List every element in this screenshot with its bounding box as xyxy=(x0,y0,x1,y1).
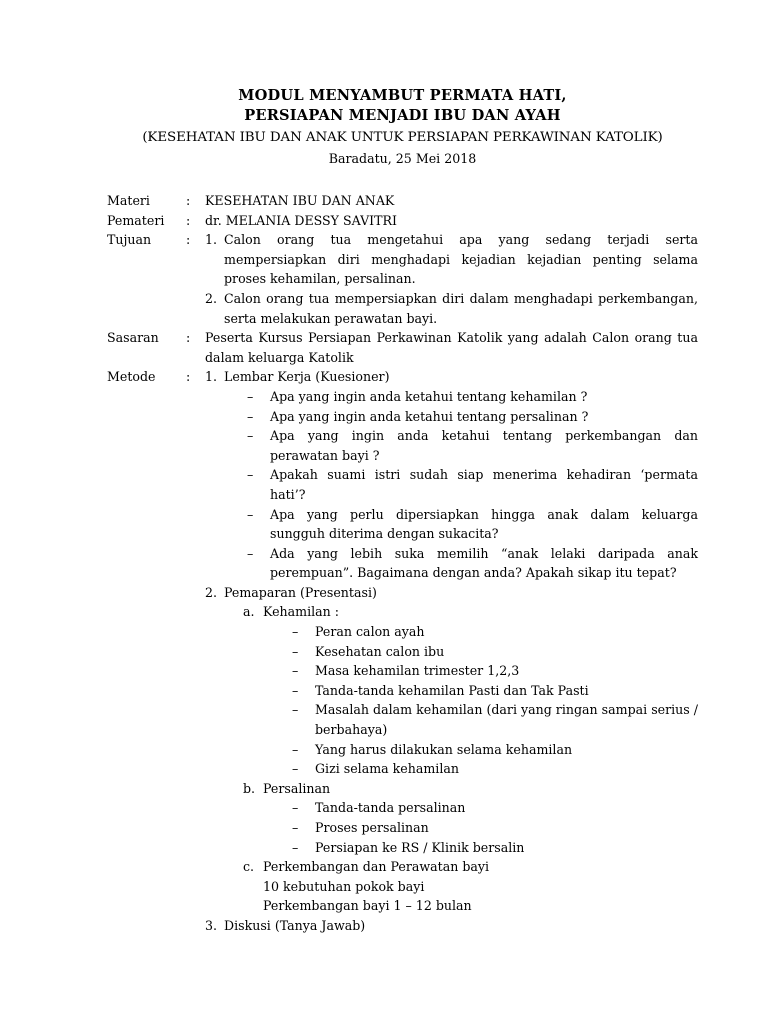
metode-item-marker: 2. xyxy=(205,584,218,600)
pemaparan-subsection xyxy=(243,602,698,778)
persalinan-bullet xyxy=(292,838,698,858)
kuesioner-bullet xyxy=(247,544,698,583)
pemaparan-subsection-list xyxy=(224,602,698,916)
persalinan-bullet-text: Tanda-tanda persalinan xyxy=(315,800,466,816)
dash-icon: – xyxy=(292,643,299,659)
kehamilan-bullet xyxy=(292,642,698,662)
document-place-date: Baradatu, 25 Mei 2018 xyxy=(328,151,477,166)
metode-item-marker: 3. xyxy=(205,917,218,933)
dash-icon: – xyxy=(247,428,254,444)
tujuan-item-marker: 1. xyxy=(205,232,218,248)
kehamilan-bullet-text: Tanda-tanda kehamilan Pasti dan Tak Pasti xyxy=(315,682,589,698)
field-metode xyxy=(107,367,698,935)
field-materi-label: Materi xyxy=(107,193,150,208)
pemaparan-subsection-body xyxy=(263,779,698,857)
pemaparan-subsection-heading: Persalinan xyxy=(263,780,331,796)
dash-icon: – xyxy=(247,506,254,522)
dash-icon: – xyxy=(292,663,299,679)
tujuan-item-text: Calon orang tua mengetahui apa yang sedang terjadi serta mempersiapkan diri menghadapi kejadian kejadian penting selama proses kehamilan, persalinan. xyxy=(224,232,698,287)
kehamilan-bullet-text: Masa kehamilan trimester 1,2,3 xyxy=(315,663,520,679)
field-tujuan-value xyxy=(205,230,698,328)
field-materi xyxy=(107,191,698,211)
field-sasaran-value: Peserta Kursus Persiapan Perkawinan Katolik yang adalah Calon orang tua dalam keluarga Katolik xyxy=(205,330,698,365)
document-title-line-2: PERSIAPAN MENJADI IBU DAN AYAH xyxy=(244,107,561,124)
dash-icon: – xyxy=(292,761,299,777)
document-title-line-1: MODUL MENYAMBUT PERMATA HATI, xyxy=(238,87,567,104)
dash-icon: – xyxy=(247,408,254,424)
kuesioner-bullet xyxy=(247,505,698,544)
kuesioner-bullet-text: Apa yang ingin anda ketahui tentang kehamilan ? xyxy=(270,388,588,404)
field-metode-value xyxy=(205,367,698,935)
kehamilan-bullet xyxy=(292,661,698,681)
field-tujuan-colon: : xyxy=(186,232,191,248)
dash-icon: – xyxy=(292,820,299,835)
metode-item-body xyxy=(224,916,698,936)
field-sasaran xyxy=(107,328,698,367)
pemaparan-subsection-marker: a. xyxy=(243,604,255,620)
field-metode-colon: : xyxy=(186,369,191,385)
metode-item-body xyxy=(224,367,698,583)
kuesioner-bullet xyxy=(247,465,698,504)
persalinan-bullet xyxy=(292,818,698,838)
dash-icon: – xyxy=(247,545,254,561)
dash-icon: – xyxy=(292,741,299,757)
kuesioner-bullet-text: Apa yang ingin anda ketahui tentang perkembangan dan perawatan bayi ? xyxy=(270,428,698,463)
persalinan-bullet-text: Proses persalinan xyxy=(315,820,429,835)
tujuan-item-marker: 2. xyxy=(205,290,218,306)
metode-item-heading: Diskusi (Tanya Jawab) xyxy=(224,917,366,933)
persalinan-bullet xyxy=(292,798,698,818)
tujuan-item xyxy=(205,289,698,328)
kuesioner-bullet-text: Apa yang ingin anda ketahui tentang persalinan ? xyxy=(270,408,589,424)
field-pemateri xyxy=(107,211,698,231)
metode-item xyxy=(205,583,698,916)
persalinan-bullet-text: Persiapan ke RS / Klinik bersalin xyxy=(315,839,525,855)
kehamilan-bullet xyxy=(292,759,698,779)
field-pemateri-label: Pemateri xyxy=(107,212,165,228)
kuesioner-bullet-text: Ada yang lebih suka memilih “anak lelaki daripada anak perempuan”. Bagaimana dengan anda? Apakah sikap itu tepat? xyxy=(270,545,698,581)
dash-icon: – xyxy=(292,839,299,855)
metode-list xyxy=(205,367,698,935)
tujuan-list xyxy=(205,230,698,328)
kuesioner-bullet xyxy=(247,407,698,427)
perkembangan-extra-line: 10 kebutuhan pokok bayi xyxy=(263,878,425,894)
kehamilan-bullet-list xyxy=(263,622,698,779)
metode-item-marker: 1. xyxy=(205,369,218,385)
metode-item-heading: Lembar Kerja (Kuesioner) xyxy=(224,369,390,385)
metode-item xyxy=(205,916,698,936)
pemaparan-subsection-body xyxy=(263,602,698,778)
field-sasaran-label: Sasaran xyxy=(107,330,159,346)
kehamilan-bullet-text: Gizi selama kehamilan xyxy=(315,761,459,777)
pemaparan-subsection xyxy=(243,857,698,916)
pemaparan-subsection-body xyxy=(263,857,698,916)
field-tujuan xyxy=(107,230,698,328)
kehamilan-bullet xyxy=(292,622,698,642)
kuesioner-bullet-text: Apakah suami istri sudah siap menerima kehadiran ‘permata hati’? xyxy=(270,467,698,502)
field-pemateri-value: dr. MELANIA DESSY SAVITRI xyxy=(205,212,398,228)
field-pemateri-colon: : xyxy=(186,212,191,228)
kehamilan-bullet xyxy=(292,681,698,701)
kehamilan-bullet-text: Yang harus dilakukan selama kehamilan xyxy=(315,741,573,757)
metode-item-body xyxy=(224,583,698,916)
kehamilan-bullet xyxy=(292,700,698,739)
kuesioner-bullet-list xyxy=(224,387,698,583)
kehamilan-bullet-text: Kesehatan calon ibu xyxy=(315,643,445,659)
pemaparan-subsection-heading: Kehamilan : xyxy=(263,604,340,620)
field-materi-colon: : xyxy=(186,193,191,208)
field-materi-value: KESEHATAN IBU DAN ANAK xyxy=(205,193,395,208)
pemaparan-subsection xyxy=(243,779,698,857)
dash-icon: – xyxy=(292,624,299,640)
document-fields xyxy=(107,191,698,936)
field-metode-label: Metode xyxy=(107,369,156,385)
dash-icon: – xyxy=(292,800,299,816)
pemaparan-subsection-marker: b. xyxy=(243,780,256,796)
pemaparan-subsection-heading: Perkembangan dan Perawatan bayi xyxy=(263,859,490,875)
kehamilan-bullet-text: Peran calon ayah xyxy=(315,624,425,640)
dash-icon: – xyxy=(247,388,254,404)
tujuan-item-text: Calon orang tua mempersiapkan diri dalam menghadapi perkembangan, serta melakukan perawatan bayi. xyxy=(224,290,698,326)
dash-icon: – xyxy=(292,702,299,718)
kuesioner-bullet xyxy=(247,426,698,465)
document-header xyxy=(107,86,698,169)
document-subtitle: (KESEHATAN IBU DAN ANAK UNTUK PERSIAPAN PERKAWINAN KATOLIK) xyxy=(142,130,663,145)
persalinan-bullet-list xyxy=(263,798,698,857)
pemaparan-subsection-marker: c. xyxy=(243,859,255,875)
kehamilan-bullet xyxy=(292,740,698,760)
metode-item-heading: Pemaparan (Presentasi) xyxy=(224,584,377,600)
metode-item xyxy=(205,367,698,583)
perkembangan-extra-line: Perkembangan bayi 1 – 12 bulan xyxy=(263,898,472,914)
dash-icon: – xyxy=(292,682,299,698)
field-tujuan-label: Tujuan xyxy=(107,232,152,248)
dash-icon: – xyxy=(247,467,254,483)
kuesioner-bullet-text: Apa yang perlu dipersiapkan hingga anak dalam keluarga sungguh diterima dengan sukacita? xyxy=(270,506,698,542)
kuesioner-bullet xyxy=(247,387,698,407)
kehamilan-bullet-text: Masalah dalam kehamilan (dari yang ringan sampai serius / berbahaya) xyxy=(315,702,698,738)
tujuan-item xyxy=(205,230,698,289)
field-sasaran-colon: : xyxy=(186,330,191,346)
